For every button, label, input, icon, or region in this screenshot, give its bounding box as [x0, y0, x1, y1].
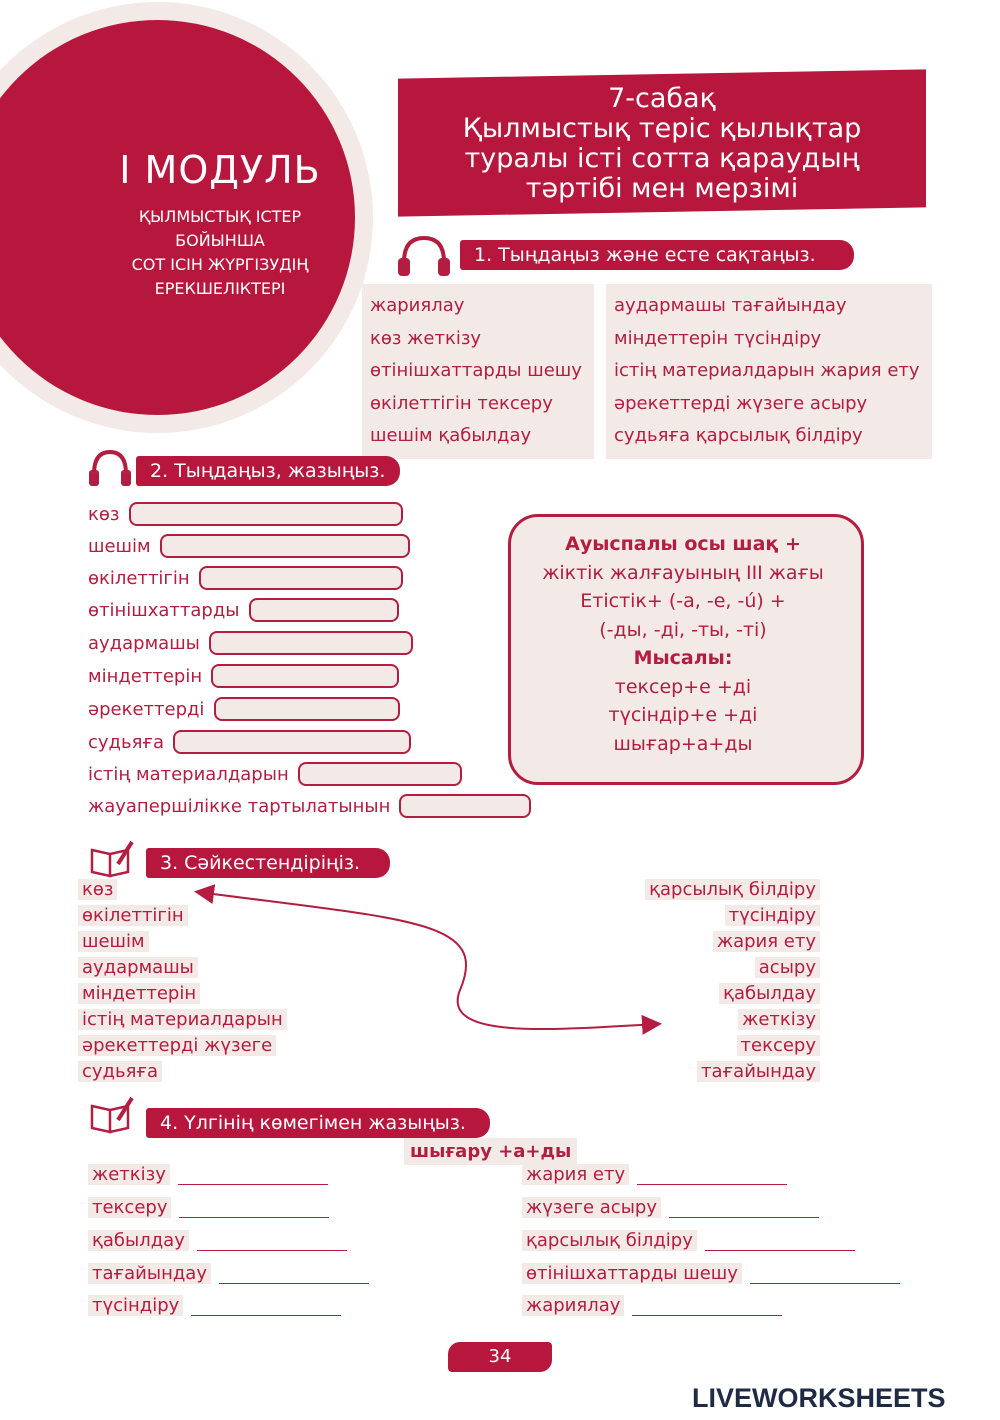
section4-row: [88, 1295, 341, 1321]
match-left-item[interactable]: өкілеттігін: [78, 905, 188, 926]
section2-row: [88, 631, 413, 657]
answer-line[interactable]: [178, 1166, 328, 1185]
answer-line[interactable]: [179, 1199, 329, 1218]
grammar-line: жіктік жалғауының III жағы: [542, 561, 824, 584]
match-right-item[interactable]: түсіндіру: [725, 905, 820, 926]
answer-field[interactable]: [173, 730, 411, 754]
section4-label: тағайындау: [88, 1263, 211, 1284]
section2-row: [88, 762, 462, 788]
section4-label: жеткізу: [88, 1164, 170, 1185]
module-subtitle-line: ҚЫЛМЫСТЫҚ ІСТЕР: [138, 207, 302, 226]
match-left-item[interactable]: шешім: [78, 931, 149, 952]
section4-row: [522, 1230, 855, 1256]
section4-label: түсіндіру: [88, 1295, 183, 1316]
section3-header: 3. Сәйкестендіріңіз.: [146, 848, 390, 878]
section4-label: жария ету: [522, 1164, 629, 1185]
match-right-item[interactable]: қарсылық білдіру: [645, 879, 820, 900]
headphones-icon: [396, 232, 452, 278]
vocab-item: әрекеттерді жүзеге асыру: [614, 392, 868, 414]
module-subtitle-line: БОЙЫНША: [175, 231, 265, 250]
book-pen-icon: [88, 840, 134, 880]
section4-row: [522, 1197, 819, 1223]
section1-right-list: [606, 284, 932, 459]
grammar-line: Ауыспалы осы шақ +: [565, 533, 801, 555]
brand-logo-text: LIVEWORKSHEETS: [692, 1383, 946, 1413]
grammar-line: Етістік+ (-а, -е, -ú) +: [580, 590, 786, 612]
section4-row: [522, 1295, 782, 1321]
section2-row: [88, 697, 400, 723]
section2-row: [88, 598, 399, 624]
section4-row: [88, 1164, 328, 1190]
section4-header: 4. Үлгінің көмегімен жазыңыз.: [146, 1108, 490, 1138]
answer-line[interactable]: [197, 1232, 347, 1251]
match-left-item[interactable]: міндеттерін: [78, 983, 200, 1004]
section2-label: өтінішхаттарды: [88, 599, 240, 621]
vocab-item: судьяға қарсылық білдіру: [614, 425, 863, 446]
answer-line[interactable]: [632, 1297, 782, 1316]
section2-row: [88, 534, 410, 560]
vocab-item: міндеттерін түсіндіру: [614, 327, 822, 349]
section2-row: [88, 566, 403, 592]
vocab-item: аудармашы тағайындау: [614, 295, 847, 316]
module-subtitle-line: СОТ ІСІН ЖҮРГІЗУДІҢ: [131, 255, 309, 274]
section4-row: [522, 1263, 900, 1289]
lesson-title: [398, 84, 926, 204]
vocab-item: өкілеттігін тексеру: [370, 392, 553, 414]
example-line: түсіндір+е +ді: [608, 704, 758, 726]
vocab-item: жариялау: [370, 295, 465, 316]
section2-label: міндеттерін: [88, 665, 203, 687]
section4-label: тексеру: [88, 1197, 171, 1218]
match-arrow: [190, 880, 670, 1040]
section1-left-list: [362, 284, 594, 459]
match-left-item[interactable]: істің материалдарын: [78, 1009, 287, 1030]
module-subtitle-line: ЕРЕКШЕЛІКТЕРІ: [154, 279, 286, 298]
section2-label: әрекеттерді: [88, 698, 205, 720]
section2-label: жауапершілікке тартылатынын: [88, 795, 391, 817]
section4-row: [522, 1164, 787, 1190]
answer-field[interactable]: [298, 762, 462, 786]
section4-row: [88, 1263, 369, 1289]
match-right-item[interactable]: жеткізу: [738, 1009, 820, 1030]
section2-label: істің материалдарын: [88, 763, 289, 785]
match-right-item[interactable]: тағайындау: [697, 1061, 820, 1082]
vocab-item: шешім қабылдау: [370, 425, 532, 446]
answer-field[interactable]: [199, 566, 403, 590]
module-subtitle: [105, 205, 335, 301]
module-title: I МОДУЛЬ: [119, 148, 321, 192]
match-right-item[interactable]: қабылдау: [719, 983, 820, 1004]
match-left-item[interactable]: аудармашы: [78, 957, 198, 978]
match-left-item[interactable]: әрекеттерді жүзеге: [78, 1035, 276, 1056]
match-right-item[interactable]: жария ету: [713, 931, 820, 952]
section2-row: [88, 664, 399, 690]
match-right-item[interactable]: тексеру: [737, 1035, 820, 1056]
answer-field[interactable]: [211, 664, 399, 688]
section2-header: 2. Тыңдаңыз, жазыңыз.: [136, 456, 400, 486]
match-left-item[interactable]: судьяға: [78, 1061, 162, 1082]
section4-label: өтінішхаттарды шешу: [522, 1263, 742, 1284]
vocab-item: көз жеткізу: [370, 327, 482, 349]
vocab-item: істің материалдарын жария ету: [614, 360, 920, 381]
section2-label: аудармашы: [88, 632, 200, 654]
answer-field[interactable]: [249, 598, 399, 622]
section4-row: [88, 1197, 329, 1223]
book-pen-icon: [88, 1096, 134, 1136]
lesson-number: 7-сабақ: [608, 83, 716, 114]
answer-line[interactable]: [191, 1297, 341, 1316]
answer-line[interactable]: [705, 1232, 855, 1251]
example-line: тексер+е +ді: [614, 675, 752, 698]
page-number: 34: [448, 1342, 552, 1372]
lesson-title-line: туралы істі сотта қараудың: [464, 143, 860, 174]
section2-row: [88, 730, 411, 756]
example-line: шығар+а+ды: [613, 732, 753, 755]
answer-field[interactable]: [209, 631, 413, 655]
section4-label: жүзеге асыру: [522, 1197, 661, 1218]
headphones-icon: [88, 448, 132, 488]
lesson-title-line: тәртібі мен мерзімі: [525, 173, 799, 204]
section4-label: қабылдау: [88, 1230, 189, 1251]
section2-label: шешім: [88, 535, 151, 557]
lesson-title-line: Қылмыстық теріс қылықтар: [462, 113, 862, 144]
section2-label: судьяға: [88, 731, 165, 753]
answer-field[interactable]: [129, 502, 403, 526]
section2-row: [88, 502, 403, 528]
answer-line[interactable]: [637, 1166, 787, 1185]
grammar-line: (-ды, -ді, -ты, -ті): [599, 618, 767, 641]
section2-label: өкілеттігін: [88, 567, 190, 589]
section4-row: [88, 1230, 347, 1256]
answer-field[interactable]: [160, 534, 410, 558]
answer-line[interactable]: [750, 1265, 900, 1284]
answer-field[interactable]: [399, 794, 531, 818]
section4-label: жариялау: [522, 1295, 624, 1316]
section2-label: көз: [88, 503, 120, 525]
example-heading: Мысалы:: [633, 647, 733, 669]
vocab-item: өтінішхаттарды шешу: [370, 360, 582, 381]
grammar-rule: [508, 530, 858, 758]
example-formula: шығару +а+ды: [404, 1138, 577, 1165]
match-right-item[interactable]: асыру: [755, 957, 820, 978]
section4-label: қарсылық білдіру: [522, 1230, 697, 1251]
section2-row: [88, 794, 531, 820]
answer-line[interactable]: [219, 1265, 369, 1284]
match-left-item[interactable]: көз: [78, 879, 117, 900]
answer-field[interactable]: [214, 697, 400, 721]
answer-line[interactable]: [669, 1199, 819, 1218]
section1-header: 1. Тыңдаңыз және есте сақтаңыз.: [460, 240, 854, 270]
